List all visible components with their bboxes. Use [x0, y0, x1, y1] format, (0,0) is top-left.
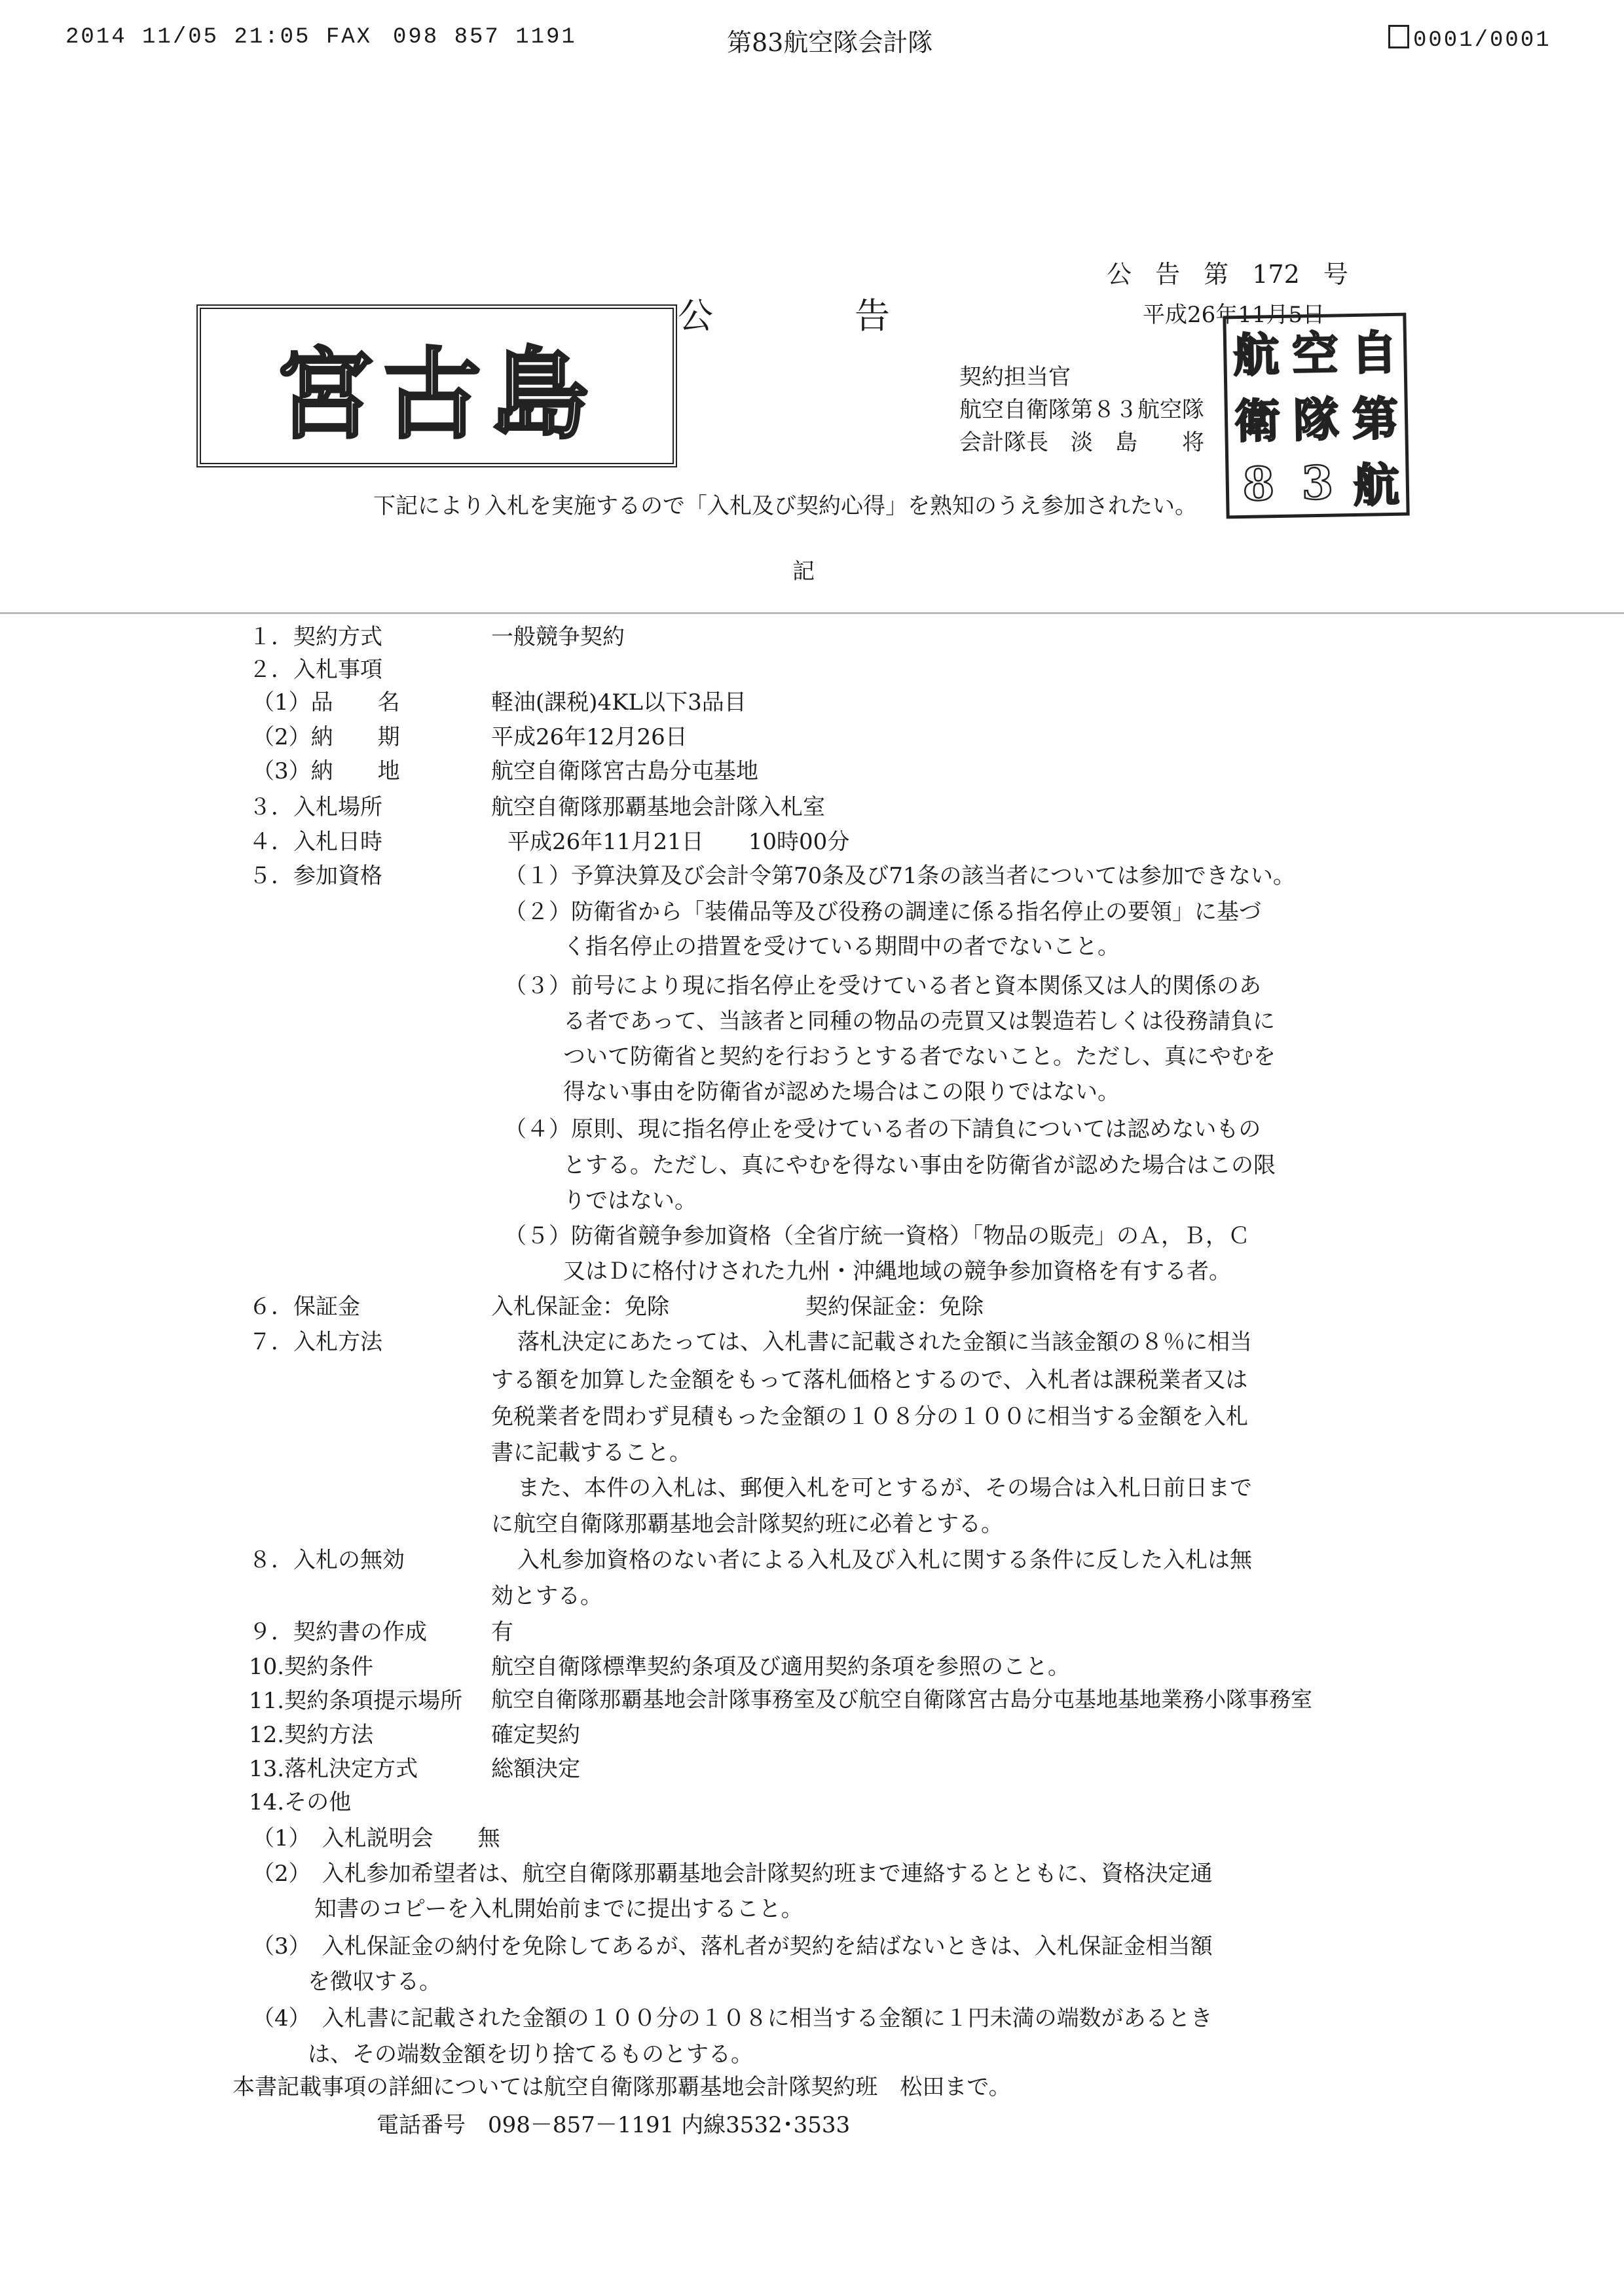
item-9-value: 有 [491, 1619, 513, 1645]
seal-char: 隊 [1293, 392, 1340, 448]
item-2-1-value: 軽油(課税)4KL以下3品目 [491, 689, 747, 716]
item-6-contract-deposit: 契約保証金：免除 [805, 1294, 984, 1320]
item-8-label: ８．入札の無効 [249, 1547, 405, 1573]
fax-datetime: 2014 11/05 21:05 FAX [65, 25, 373, 50]
notice-number: 公 告 第 172 号 [1107, 260, 1348, 289]
seal-char: 第 [1352, 391, 1399, 447]
item-2-2-value: 平成26年12月26日 [491, 724, 688, 750]
item-2-label: ２．入札事項 [249, 657, 382, 683]
item-7-line: 免税業者を問わず見積もった金額の１０８分の１００に相当する金額を入札 [491, 1404, 1248, 1430]
intro-text: 下記により入札を実施するので「入札及び契約心得」を熟知のうえ参加されたい。 [373, 493, 1197, 519]
item-5-line: りではない。 [563, 1188, 697, 1214]
item-7-line: 書に記載すること。 [491, 1440, 692, 1466]
item-7-line: 落札決定にあたっては、入札書に記載された金額に当該金額の８％に相当 [517, 1329, 1252, 1355]
item-4-label: ４．入札日時 [249, 829, 382, 855]
item-7-line: また、本件の入札は、郵便入札を可とするが、その場合は入札日前日まで [517, 1475, 1252, 1501]
item-7-line: する額を加算した金額をもって落札価格とするので、入札者は課税業者又は [491, 1367, 1248, 1393]
item-12-label: 12.契約方法 [249, 1722, 374, 1748]
footer-phone: 電話番号 098－857－1191 内線3532･3533 [377, 2112, 851, 2138]
item-6-bid-deposit: 入札保証金：免除 [491, 1294, 669, 1320]
item-14-line: を徴収する。 [308, 1969, 441, 1995]
location-stamp [196, 304, 677, 467]
item-1-label: １．契約方式 [249, 624, 382, 650]
item-11-label: 11.契約条項提示場所 [249, 1688, 463, 1714]
item-5-line: （３）前号により現に指名停止を受けている者と資本関係又は人的関係のあ [504, 973, 1261, 999]
seal-char: 空 [1291, 326, 1339, 382]
footer-contact: 本書記載事項の詳細については航空自衛隊那覇基地会計隊契約班 松田まで。 [232, 2074, 1011, 2100]
item-5-line: 又はＤに格付けされた九州・沖縄地域の競争参加資格を有する者。 [563, 1258, 1231, 1285]
item-2-2-label: （2）納 期 [252, 724, 400, 750]
item-5-line: （５）防衛省競争参加資格（全省庁統一資格）「物品の販売」のＡ，Ｂ，Ｃ [504, 1223, 1250, 1249]
fax-page-icon [1388, 25, 1409, 48]
officer-title: 契約担当官 [959, 364, 1071, 390]
fax-number: 098 857 1191 [393, 25, 577, 50]
fax-page: 0001/0001 [1388, 25, 1551, 53]
item-5-line: ついて防衛省と契約を行おうとする者でないこと。ただし、真にやむを [563, 1044, 1276, 1070]
seal-char: 自 [1350, 325, 1398, 381]
item-14-line: （4） 入札書に記載された金額の１００分の１０８に相当する金額に１円未満の端数があるとき [252, 2005, 1213, 2032]
item-5-line: （４）原則、現に指名停止を受けている者の下請負については認めないもの [504, 1116, 1261, 1142]
item-10-label: 10.契約条件 [249, 1654, 374, 1680]
item-4-value: 平成26年11月21日 10時00分 [507, 829, 850, 855]
item-14-line: 知書のコピーを入札開始前までに提出すること。 [314, 1896, 803, 1922]
item-5-label: ５．参加資格 [249, 863, 382, 889]
ki-heading: 記 [792, 558, 815, 585]
item-14-line: （3） 入札保証金の納付を免除してあるが、落札者が契約を結ばないときは、入札保証金相当額 [252, 1933, 1213, 1959]
item-14-line: （2） 入札参加希望者は、航空自衛隊那覇基地会計隊契約班まで連絡するとともに、資格決定通 [252, 1861, 1213, 1887]
item-1-value: 一般競争契約 [491, 624, 625, 650]
item-7-label: ７．入札方法 [249, 1329, 382, 1355]
official-seal [1223, 313, 1409, 519]
officer-name: 会計隊長 淡 島 将 [959, 429, 1204, 456]
seal-char: 3 [1301, 455, 1334, 511]
item-9-label: ９．契約書の作成 [249, 1619, 427, 1645]
seal-char: 航 [1232, 327, 1280, 383]
item-14-label: 14.その他 [249, 1789, 352, 1815]
seal-char: 8 [1242, 456, 1275, 511]
item-5-line: （２）防衛省から「装備品等及び役務の調達に係る指名停止の要領」に基づ [504, 899, 1261, 925]
item-10-value: 航空自衛隊標準契約条項及び適用契約条項を参照のこと。 [491, 1654, 1070, 1680]
item-14-line: は、その端数金額を切り捨てるものとする。 [308, 2041, 753, 2068]
seal-char: 衛 [1234, 393, 1281, 449]
item-8-line: 効とする。 [491, 1583, 602, 1609]
item-13-label: 13.落札決定方式 [249, 1756, 418, 1782]
item-5-line: く指名停止の措置を受けている期間中の者でないこと。 [563, 934, 1120, 960]
item-7-line: に航空自衛隊那覇基地会計隊契約班に必着とする。 [491, 1511, 1003, 1537]
item-2-3-label: （3）納 地 [252, 758, 400, 784]
item-13-value: 総額決定 [491, 1756, 580, 1782]
item-5-line: る者であって、当該者と同種の物品の売買又は製造若しくは役務請負に [563, 1008, 1275, 1034]
item-11-value: 航空自衛隊那覇基地会計隊事務室及び航空自衛隊宮古島分屯基地基地業務小隊事務室 [491, 1686, 1312, 1712]
scan-divider [0, 612, 1624, 614]
item-3-value: 航空自衛隊那覇基地会計隊入札室 [491, 794, 825, 820]
fax-sender: 第83航空隊会計隊 [727, 28, 933, 57]
item-12-value: 確定契約 [491, 1722, 580, 1748]
item-5-line: 得ない事由を防衛省が認めた場合はこの限りではない。 [563, 1079, 1120, 1105]
item-5-line: （１）予算決算及び会計令第70条及び71条の該当者については参加できない。 [504, 863, 1295, 889]
location-stamp-text: 宮古島 [275, 338, 598, 452]
item-2-3-value: 航空自衛隊宮古島分屯基地 [491, 758, 758, 784]
officer-org: 航空自衛隊第８３航空隊 [959, 397, 1204, 423]
notice-date: 平成26年11月5日 [1143, 302, 1325, 328]
item-5-line: とする。ただし、真にやむを得ない事由を防衛省が認めた場合はこの限 [563, 1152, 1276, 1178]
item-3-label: ３．入札場所 [249, 794, 382, 820]
seal-char: 航 [1353, 457, 1400, 513]
notice-title: 公 告 [678, 295, 890, 337]
item-8-line: 入札参加資格のない者による入札及び入札に関する条件に反した入札は無 [517, 1547, 1252, 1573]
item-2-1-label: （1）品 名 [252, 689, 400, 716]
item-6-label: ６．保証金 [249, 1294, 360, 1320]
item-14-line: （1） 入札説明会 無 [252, 1825, 500, 1851]
